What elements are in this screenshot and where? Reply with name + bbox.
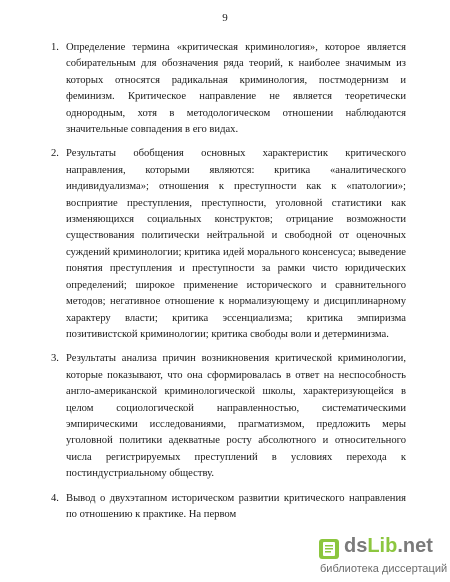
item-number: 3. xyxy=(51,353,59,365)
list-item xyxy=(51,491,406,524)
item-number: 4. xyxy=(51,492,59,504)
dslib-watermark xyxy=(318,535,448,578)
item-text: Определение термина «критическая криминология», которое является собирательным для обозначения ряда теорий, к наиболее значимым из которых относятся радикальная криминология, постмодернизм и феминизм. Критическое направление не является теоретически однородным, хотя в методологическом отношении наблюдаются значительные совпадения в его видах. xyxy=(66,42,406,136)
list-item xyxy=(51,146,406,343)
item-text: Результаты обобщения основных характеристик критического направления, которыми являются: критика «аналитического индивидуализма»; отношения к преступности как к «патологии»; восприятие преступления, преступности, уголовной статистики как изменяющихся социальных конструктов; отрицание возможности существования политически нейтральной и свободной от оценочных суждений криминологии; критика идей морального консенсуса; выведение понятия преступления и преступности за рамки чисто юридических определений; широкое применение исторического и сравнительного методов; негативное отношение к нормализующему и дисциплинарному характеру власти; критика эссенциализма; критика эмпиризма позитивистской криминологии; критика свободы воли и детерминизма. xyxy=(66,148,406,340)
dslib-logo-icon xyxy=(318,538,340,560)
numbered-list xyxy=(51,40,406,531)
item-text: Результаты анализа причин возникновения критической криминологии, которые показывают, что она сформировалась в ответ на неспособность англо-американской криминологической школы, характеризующейся в целом социологической направленностью, систематическими эмпирическими исследованиями, прагматизмом, предложить меры уголовной политики адекватные росту абсолютного и относительного числа регистрируемых преступлений в условиях перехода к постиндустриальному обществу. xyxy=(66,353,406,480)
page-number: 9 xyxy=(222,12,228,24)
item-text: Вывод о двухэтапном историческом развитии критического направления по отношению к практике. На первом xyxy=(66,492,406,520)
list-item xyxy=(51,40,406,138)
watermark-title: dsLib.net xyxy=(344,535,433,557)
item-number: 1. xyxy=(51,42,59,53)
item-number: 2. xyxy=(51,148,59,160)
watermark-subtitle: библиотека диссертаций xyxy=(320,563,448,575)
list-item xyxy=(51,351,406,482)
